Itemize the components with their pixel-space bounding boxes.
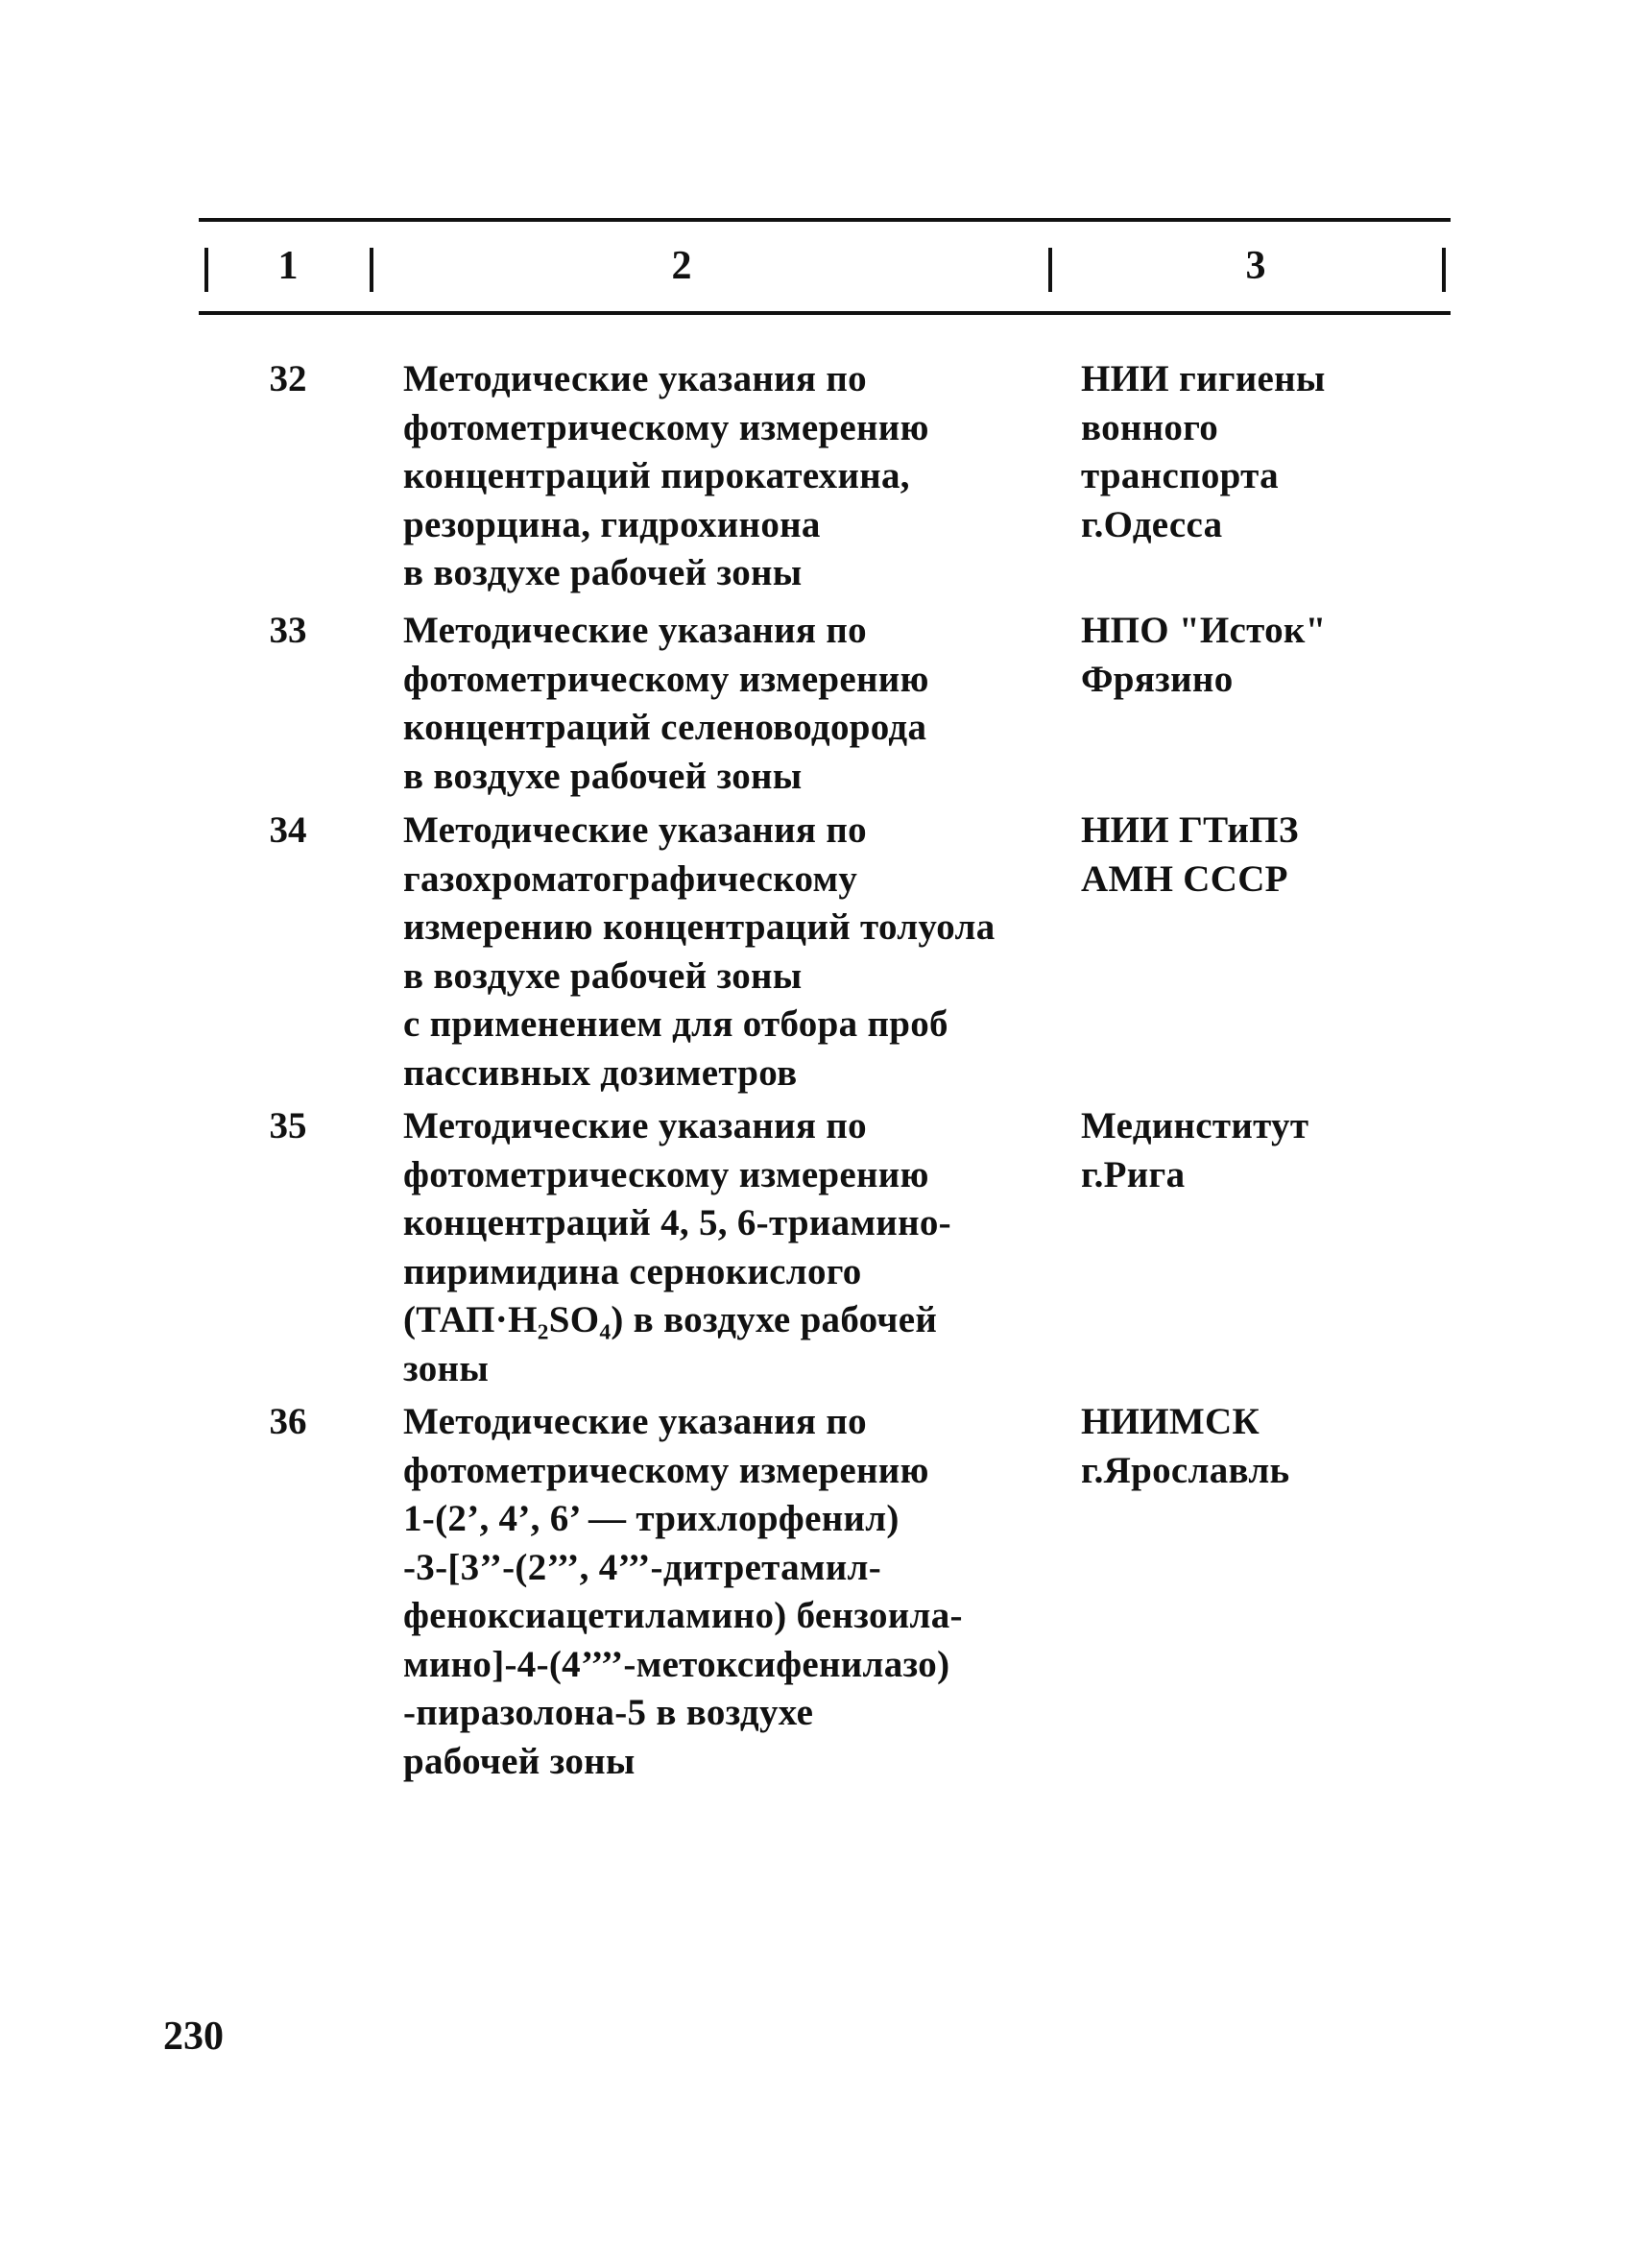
description-line: пиримидина сернокислого — [403, 1250, 862, 1292]
column-divider-2 — [1048, 248, 1052, 292]
description-line: рабочей зоны — [403, 1740, 636, 1782]
description-line: (ТАП·H₂SO₄) в воздухе рабочей — [403, 1299, 938, 1340]
row-number: 35 — [269, 1105, 307, 1146]
description-line: измерению концентраций толуола — [403, 906, 996, 948]
description-line: концентраций 4, 5, 6-триамино- — [403, 1202, 951, 1243]
description-line: в воздухе рабочей зоны — [403, 552, 803, 593]
description-line: в воздухе рабочей зоны — [403, 954, 803, 997]
description-line: фотометрическому измерению — [403, 1153, 929, 1195]
row-organization — [1081, 1102, 1446, 1199]
column-header-2: 2 — [671, 244, 692, 288]
row-description — [403, 1102, 1056, 1393]
description-line: фотометрическому измерению — [403, 1449, 929, 1491]
organization-line: г.Одесса — [1081, 503, 1223, 545]
organization-line: НИИ гигиены — [1081, 358, 1326, 399]
description-line: Методические указания по — [403, 358, 867, 399]
row-number: 36 — [269, 1401, 307, 1442]
description-line: фотометрическому измерению — [403, 658, 929, 700]
description-line: концентраций селеноводорода — [403, 707, 927, 748]
description-line: феноксиацетиламино) бензоила- — [403, 1595, 963, 1636]
description-line: фотометрическому измерению — [403, 406, 929, 448]
organization-line: НПО "Исток" — [1081, 610, 1327, 651]
description-line: -3-[3’’-(2’’’, 4’’’-дитретамил- — [403, 1546, 882, 1588]
column-divider-left — [204, 248, 208, 292]
row-description — [403, 1398, 1056, 1786]
description-line: мино]-4-(4’’’’-метоксифенилазо) — [403, 1643, 950, 1685]
organization-line: НИИМСК — [1081, 1401, 1260, 1442]
row-description — [403, 355, 1056, 598]
organization-line: вонного — [1081, 406, 1219, 448]
organization-line: транспорта — [1081, 455, 1279, 496]
row-organization — [1081, 807, 1446, 904]
description-line: Методические указания по — [403, 1105, 867, 1146]
page-number: 230 — [163, 2015, 224, 2059]
description-line: Методические указания по — [403, 610, 867, 651]
row-description — [403, 607, 1056, 801]
organization-line: г.Рига — [1081, 1153, 1186, 1195]
row-description — [403, 807, 1056, 1098]
description-line: 1-(2’, 4’, 6’ — трихлорфенил) — [403, 1498, 900, 1539]
description-line: пассивных дозиметров — [403, 1051, 798, 1094]
column-divider-right — [1442, 248, 1446, 292]
organization-line: Фрязино — [1081, 658, 1234, 700]
organization-line: НИИ ГТиПЗ — [1081, 809, 1299, 851]
row-organization — [1081, 355, 1446, 549]
description-line: резорцина, гидрохинона — [403, 503, 821, 545]
organization-line: Мединститут — [1081, 1105, 1309, 1146]
row-organization — [1081, 1398, 1446, 1495]
column-divider-1 — [370, 248, 373, 292]
description-line: зоны — [403, 1347, 490, 1389]
description-line: с применением для отбора проб — [403, 1003, 948, 1045]
description-line: Методические указания по — [403, 809, 867, 851]
table-header-rule — [199, 311, 1451, 315]
column-header-3: 3 — [1245, 244, 1266, 288]
row-organization — [1081, 607, 1446, 704]
row-number: 33 — [269, 610, 307, 651]
row-number: 32 — [269, 358, 307, 399]
description-line: в воздухе рабочей зоны — [403, 755, 803, 797]
description-line: концентраций пирокатехина, — [403, 455, 910, 496]
description-line: газохроматографическому — [403, 857, 858, 900]
organization-line: г.Ярославль — [1081, 1449, 1290, 1491]
column-header-1: 1 — [277, 244, 299, 288]
row-number: 34 — [269, 809, 307, 851]
organization-line: АМН СССР — [1081, 857, 1288, 900]
table-top-rule — [199, 218, 1451, 222]
description-line: Методические указания по — [403, 1401, 867, 1442]
description-line: -пиразолона-5 в воздухе — [403, 1692, 814, 1733]
